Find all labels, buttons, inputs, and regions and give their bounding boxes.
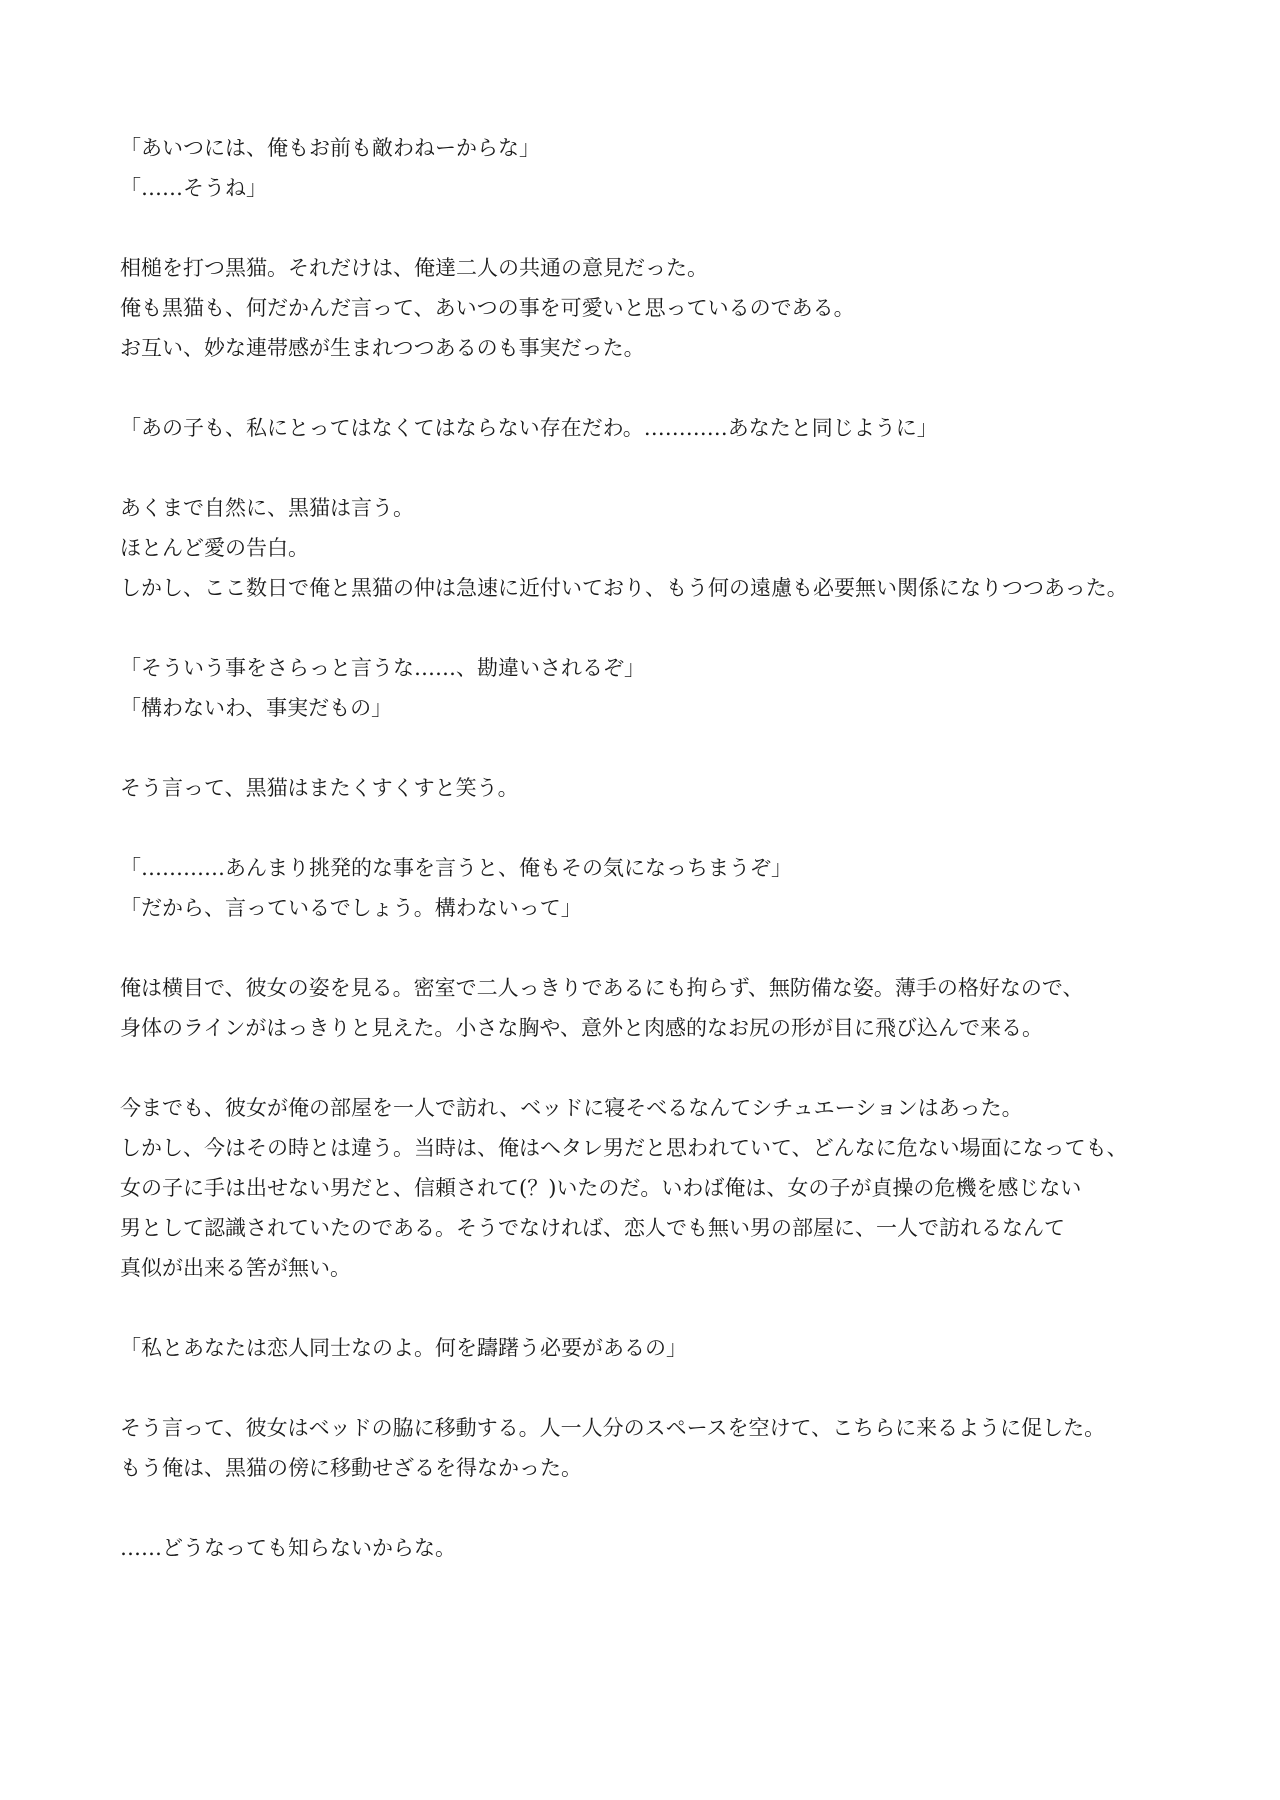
text-line: ……どうなっても知らないからな。 (120, 1536, 456, 1560)
paragraph-narration-7 (120, 1528, 1180, 1568)
text-line: お互い、妙な連帯感が生まれつつあるのも事実だった。 (120, 336, 645, 360)
paragraph-narration-3 (120, 768, 1180, 808)
text-line: 真似が出来る筈が無い。 (120, 1256, 351, 1280)
paragraph-narration-4 (120, 968, 1180, 1048)
text-line: 身体のラインがはっきりと見えた。小さな胸や、意外と肉感的なお尻の形が目に飛び込んで来る。 (120, 1016, 1043, 1040)
paragraph-narration-2 (120, 488, 1180, 608)
text-line: 男として認識されていたのである。そうでなければ、恋人でも無い男の部屋に、一人で訪れるなんて (120, 1216, 1065, 1240)
text-line: 「あいつには、俺もお前も敵わねーからな」 (120, 136, 540, 160)
paragraph-dialogue-3 (120, 648, 1180, 728)
text-line: 今までも、彼女が俺の部屋を一人で訪れ、ベッドに寝そべるなんてシチュエーションはあった。 (120, 1096, 1023, 1120)
text-line: 「構わないわ、事実だもの」 (120, 696, 393, 720)
paragraph-narration-6 (120, 1408, 1180, 1488)
text-line: 「私とあなたは恋人同士なのよ。何を躊躇う必要があるの」 (120, 1336, 687, 1360)
text-line: ほとんど愛の告白。 (120, 536, 309, 560)
text-line: しかし、今はその時とは違う。当時は、俺はヘタレ男だと思われていて、どんなに危ない場面になっても、 (120, 1136, 1128, 1160)
text-line: 女の子に手は出せない男だと、信頼されて(？)いたのだ。いわば俺は、女の子が貞操の危機を感じない (120, 1176, 1082, 1200)
text-line: 「…………あんまり挑発的な事を言うと、俺もその気になっちまうぞ」 (120, 856, 792, 880)
novel-text-body (120, 128, 1180, 1608)
text-line: 「あの子も、私にとってはなくてはならない存在だわ。…………あなたと同じように」 (120, 416, 938, 440)
text-line: そう言って、黒猫はまたくすくすと笑う。 (120, 776, 519, 800)
text-line: しかし、ここ数日で俺と黒猫の仲は急速に近付いており、もう何の遠慮も必要無い関係になりつつあった。 (120, 576, 1128, 600)
text-line: 「……そうね」 (120, 176, 267, 200)
paragraph-dialogue-2 (120, 408, 1180, 448)
paragraph-narration-5 (120, 1088, 1180, 1288)
text-line: あくまで自然に、黒猫は言う。 (120, 496, 414, 520)
text-line: そう言って、彼女はベッドの脇に移動する。人一人分のスペースを空けて、こちらに来るように促した。 (120, 1416, 1106, 1440)
paragraph-dialogue-4 (120, 848, 1180, 928)
paragraph-dialogue-1 (120, 128, 1180, 208)
paragraph-narration-1 (120, 248, 1180, 368)
text-line: 「だから、言っているでしょう。構わないって」 (120, 896, 582, 920)
text-line: もう俺は、黒猫の傍に移動せざるを得なかった。 (120, 1456, 582, 1480)
text-line: 相槌を打つ黒猫。それだけは、俺達二人の共通の意見だった。 (120, 256, 708, 280)
text-line: 俺も黒猫も、何だかんだ言って、あいつの事を可愛いと思っているのである。 (120, 296, 855, 320)
text-line: 俺は横目で、彼女の姿を見る。密室で二人っきりであるにも拘らず、無防備な姿。薄手の格好なので、 (120, 976, 1084, 1000)
text-line: 「そういう事をさらっと言うな……、勘違いされるぞ」 (120, 656, 645, 680)
paragraph-dialogue-5 (120, 1328, 1180, 1368)
